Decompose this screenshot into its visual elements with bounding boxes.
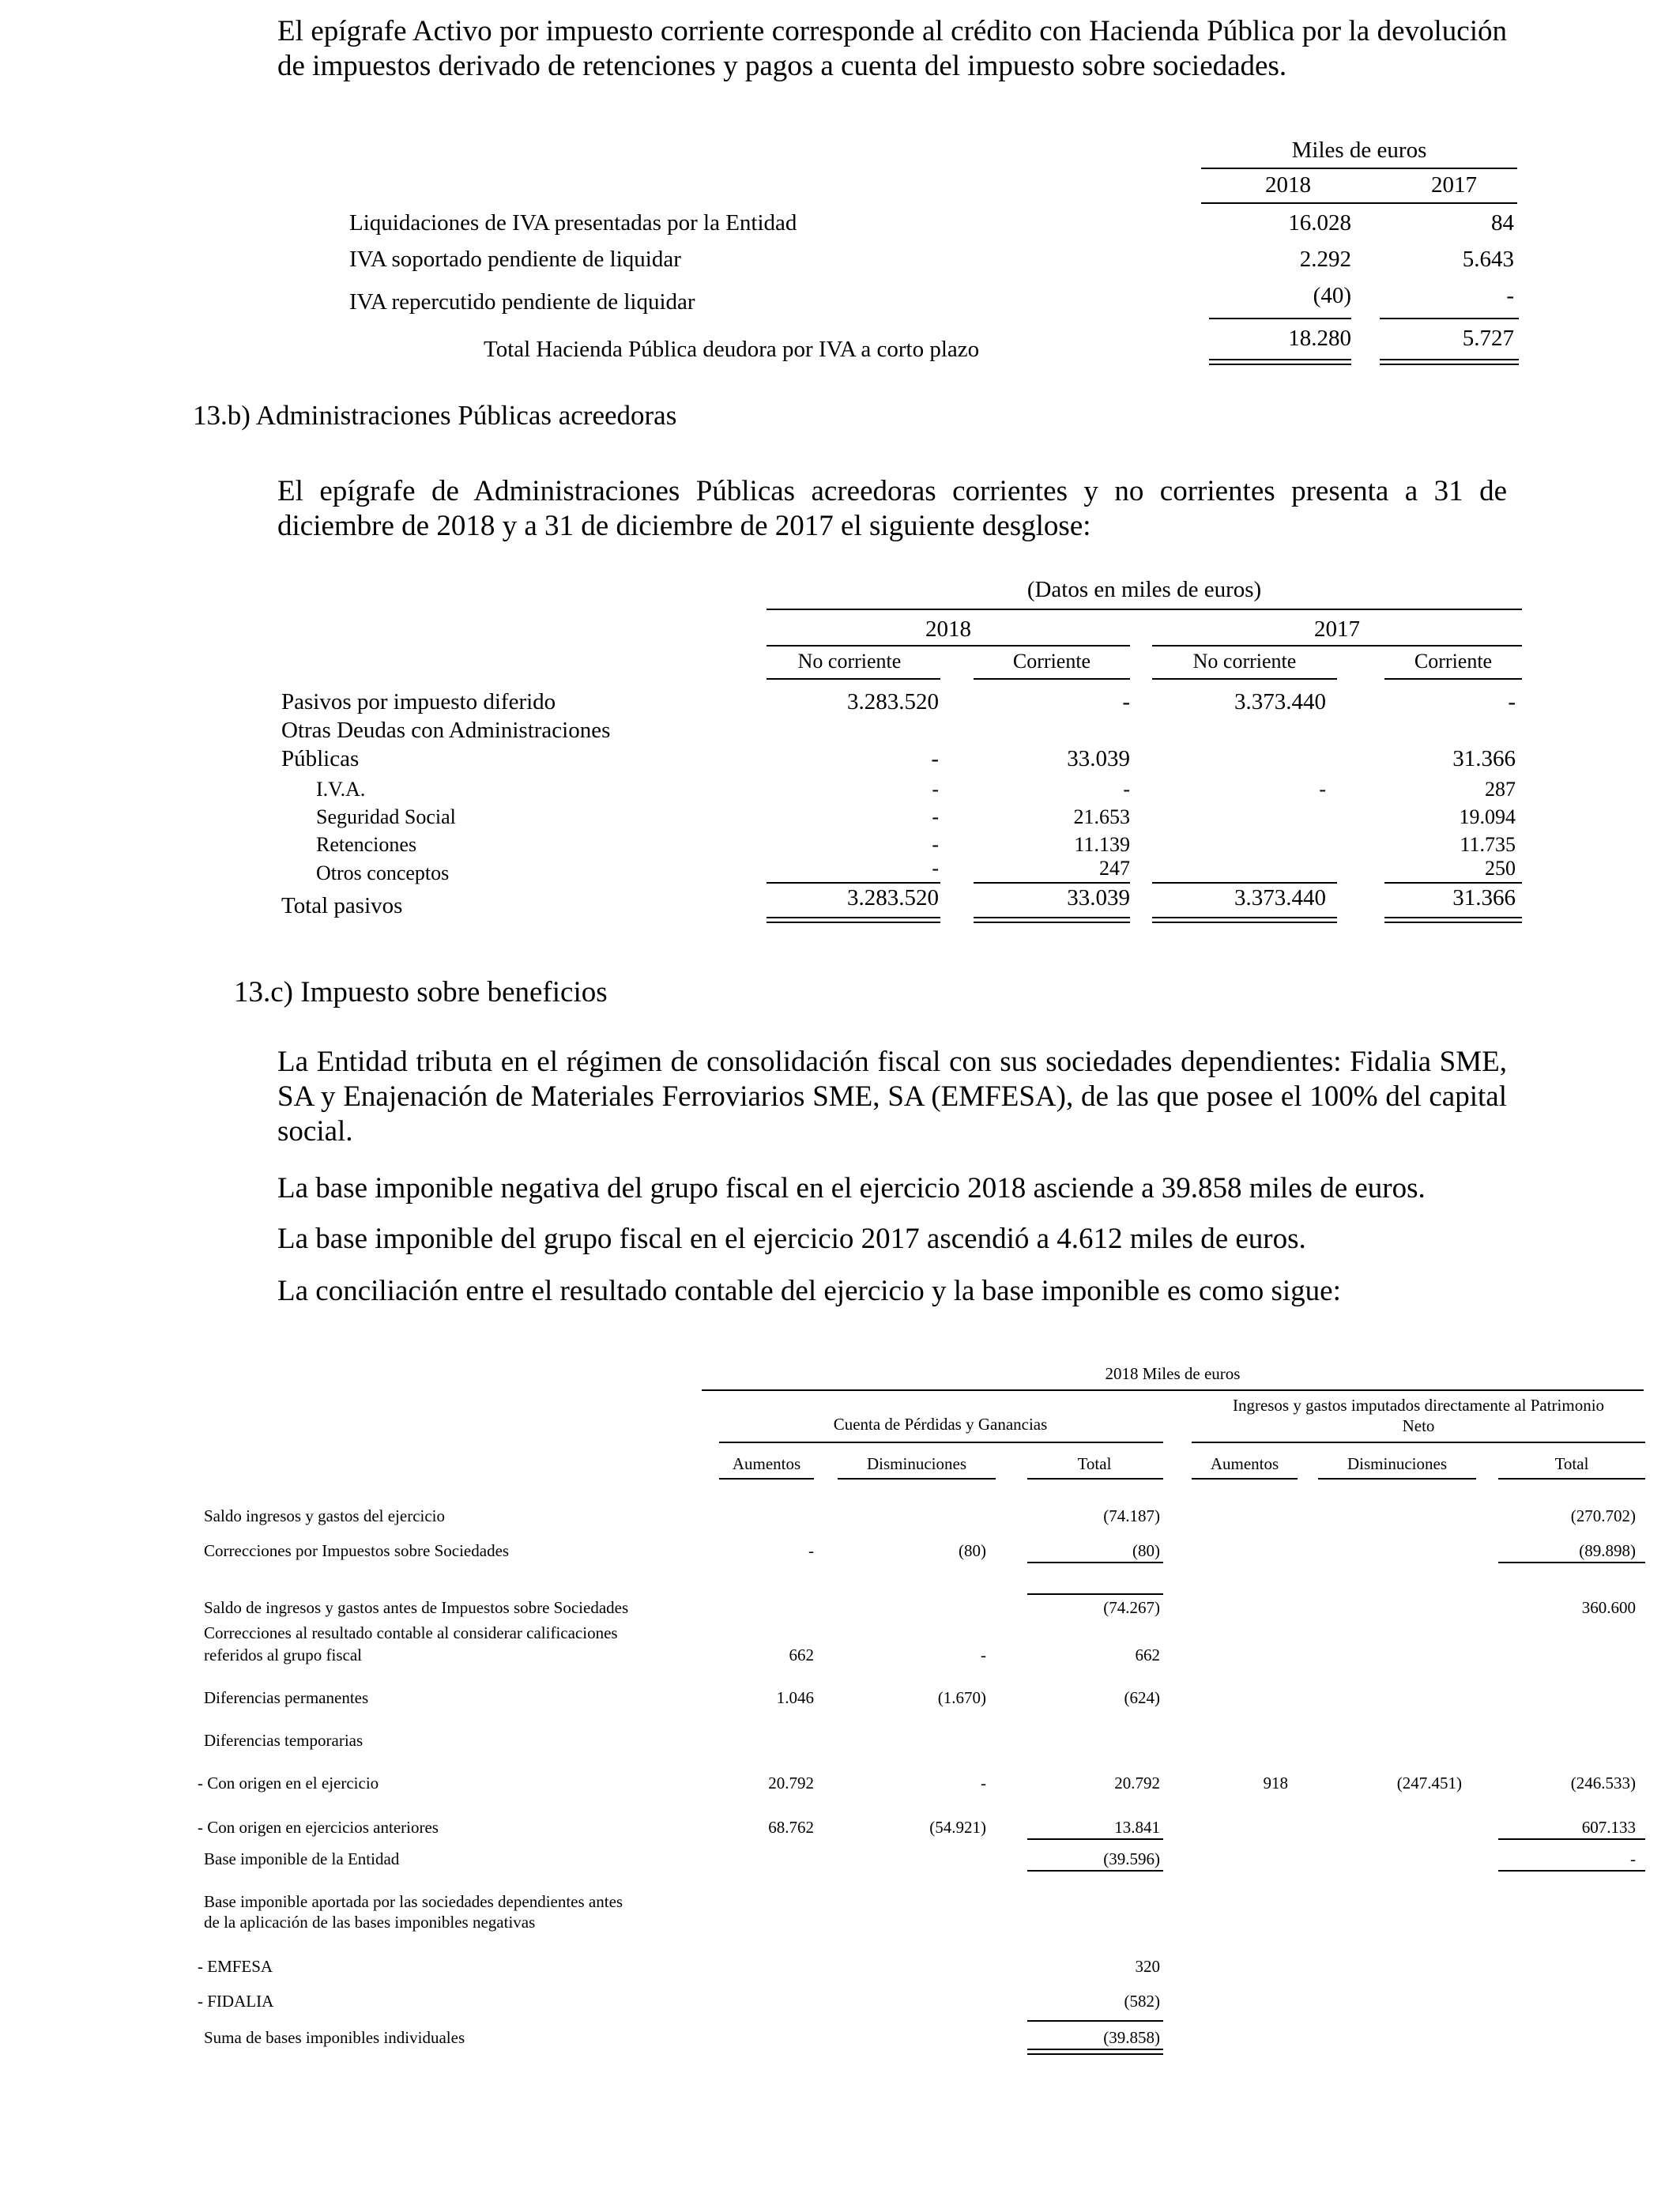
divider bbox=[1152, 678, 1337, 680]
subtotal-line bbox=[1027, 1870, 1163, 1872]
admin-cell: 250 bbox=[1485, 857, 1516, 880]
recon-cell: - bbox=[981, 1774, 986, 1793]
recon-row-label: Correcciones al resultado contable al considerar calificaciones bbox=[204, 1623, 618, 1642]
recon-group-2: Ingresos y gastos imputados directamente al Patrimonio bbox=[1232, 1396, 1605, 1415]
total-double-line bbox=[767, 917, 940, 923]
admin-cell: - bbox=[1508, 689, 1516, 714]
subtotal-line bbox=[1498, 1870, 1645, 1872]
admin-cell: 3.373.440 bbox=[1234, 689, 1326, 714]
admin-cell: 21.653 bbox=[1073, 805, 1130, 828]
recon-col-header: Total bbox=[1077, 1454, 1112, 1473]
subtotal-line bbox=[1209, 318, 1351, 319]
recon-row-label: - Con origen en ejercicios anteriores bbox=[198, 1818, 439, 1837]
recon-cell: (80) bbox=[1132, 1541, 1160, 1560]
subtotal-line bbox=[767, 882, 940, 884]
recon-col-header: Total bbox=[1554, 1454, 1589, 1473]
recon-col-header: Aumentos bbox=[1210, 1454, 1279, 1473]
divider bbox=[719, 1442, 1163, 1443]
admin-cell: 287 bbox=[1485, 778, 1516, 801]
subtotal-line bbox=[1152, 882, 1337, 884]
recon-col-header: Disminuciones bbox=[1347, 1454, 1447, 1473]
recon-cell: (80) bbox=[959, 1541, 986, 1560]
iva-row-label: Liquidaciones de IVA presentadas por la Entidad bbox=[349, 210, 797, 236]
iva-row-label: IVA repercutido pendiente de liquidar bbox=[349, 289, 695, 315]
recon-cell: (247.451) bbox=[1396, 1774, 1462, 1793]
recon-col-header: Aumentos bbox=[732, 1454, 801, 1473]
section-c-paragraph: La base imponible del grupo fiscal en el ejercicio 2017 ascendió a 4.612 miles de euros. bbox=[277, 1223, 1306, 1255]
recon-row-label: Saldo de ingresos y gastos antes de Impuestos sobre Sociedades bbox=[204, 1598, 629, 1617]
recon-row-label: Correcciones por Impuestos sobre Sociedades bbox=[204, 1541, 510, 1560]
admin-cell: - bbox=[1122, 689, 1130, 714]
admin-year-2018: 2018 bbox=[925, 616, 971, 642]
recon-row-label: Base imponible aportada por las sociedades dependientes antes bbox=[204, 1892, 623, 1911]
recon-cell: (89.898) bbox=[1579, 1541, 1636, 1560]
recon-title: 2018 Miles de euros bbox=[1105, 1364, 1241, 1383]
admin-subcol: Corriente bbox=[1012, 650, 1091, 673]
recon-cell: 13.841 bbox=[1114, 1818, 1160, 1837]
recon-cell: - bbox=[981, 1646, 986, 1664]
subtotal-line bbox=[974, 882, 1130, 884]
admin-cell: - bbox=[932, 833, 939, 856]
recon-row-label: - Con origen en el ejercicio bbox=[198, 1774, 379, 1793]
recon-row-label: Diferencias temporarias bbox=[204, 1731, 363, 1750]
recon-cell: (54.921) bbox=[929, 1818, 986, 1837]
section-b-paragraph: El epígrafe de Administraciones Públicas acreedoras corrientes y no corrientes presenta a 31 de diciembre de 2018 y a 31 de diciembre de 2017 el siguiente desglose: bbox=[277, 475, 1507, 542]
recon-row-label: referidos al grupo fiscal bbox=[204, 1646, 363, 1664]
iva-row-value: 5.643 bbox=[1462, 247, 1514, 272]
subtotal-line bbox=[1027, 1838, 1163, 1840]
admin-cell: - bbox=[932, 778, 939, 801]
admin-cell: 31.366 bbox=[1452, 746, 1516, 771]
admin-cell: 247 bbox=[1099, 857, 1130, 880]
admin-row-label: Otras Deudas con Administraciones bbox=[281, 718, 611, 743]
recon-row-label: de la aplicación de las bases imponibles negativas bbox=[204, 1913, 536, 1932]
admin-cell: 11.735 bbox=[1460, 833, 1516, 856]
divider bbox=[838, 1478, 996, 1480]
subtotal-line bbox=[1027, 1593, 1163, 1595]
recon-cell: 360.600 bbox=[1581, 1598, 1636, 1617]
subtotal-line bbox=[1027, 1562, 1163, 1563]
divider bbox=[1027, 1478, 1163, 1480]
recon-group-1: Cuenta de Pérdidas y Ganancias bbox=[833, 1415, 1048, 1434]
admin-cell: 19.094 bbox=[1459, 805, 1516, 828]
recon-cell: (1.670) bbox=[937, 1688, 986, 1707]
admin-cell: - bbox=[1319, 778, 1326, 801]
recon-cell: (74.187) bbox=[1103, 1506, 1160, 1525]
admin-total-cell: 3.373.440 bbox=[1234, 885, 1326, 910]
recon-row-label: Diferencias permanentes bbox=[204, 1688, 369, 1707]
admin-row-label: Seguridad Social bbox=[316, 805, 456, 828]
iva-row-value: 16.028 bbox=[1288, 210, 1351, 236]
recon-cell: 68.762 bbox=[768, 1818, 814, 1837]
admin-unit-header: (Datos en miles de euros) bbox=[1026, 577, 1262, 602]
iva-year-2018: 2018 bbox=[1265, 172, 1311, 198]
iva-total-value: 5.727 bbox=[1462, 326, 1514, 351]
admin-total-cell: 33.039 bbox=[1067, 885, 1130, 910]
admin-cell: - bbox=[1123, 778, 1130, 801]
section-c-paragraph: La Entidad tributa en el régimen de consolidación fiscal con sus sociedades dependientes: Fidalia SME, SA y Enajenación de Materiales Ferroviarios SME, SA (EMFESA), de las que posee el 100% del capital social. bbox=[277, 1046, 1507, 1148]
recon-cell: 662 bbox=[1135, 1646, 1160, 1664]
admin-cell: - bbox=[931, 746, 939, 771]
admin-total-cell: 31.366 bbox=[1452, 885, 1516, 910]
iva-total-label: Total Hacienda Pública deudora por IVA a corto plazo bbox=[484, 337, 980, 362]
recon-cell: (39.858) bbox=[1103, 2028, 1160, 2047]
section-c-heading: 13.c) Impuesto sobre beneficios bbox=[234, 976, 608, 1008]
admin-cell: - bbox=[932, 857, 939, 880]
section-c-paragraph: La base imponible negativa del grupo fiscal en el ejercicio 2018 asciende a 39.858 miles de euros. bbox=[277, 1172, 1426, 1204]
recon-cell: 662 bbox=[789, 1646, 814, 1664]
intro-paragraph: El epígrafe Activo por impuesto corriente corresponde al crédito con Hacienda Pública por la devolución de impuestos derivado de retenciones y pagos a cuenta del impuesto sobre sociedades. bbox=[277, 15, 1507, 82]
recon-cell: (246.533) bbox=[1570, 1774, 1636, 1793]
total-double-line bbox=[1027, 2049, 1163, 2055]
subtotal-line bbox=[1498, 1838, 1645, 1840]
divider bbox=[1192, 1478, 1298, 1480]
divider bbox=[702, 1389, 1644, 1391]
recon-row-label: Suma de bases imponibles individuales bbox=[204, 2028, 465, 2047]
subtotal-line bbox=[1027, 2020, 1163, 2022]
iva-row-value: - bbox=[1506, 283, 1514, 308]
admin-cell: 3.283.520 bbox=[847, 689, 939, 714]
recon-cell: (624) bbox=[1124, 1688, 1160, 1707]
recon-cell: 20.792 bbox=[1114, 1774, 1160, 1793]
admin-cell: 33.039 bbox=[1067, 746, 1130, 771]
total-double-line bbox=[1384, 917, 1522, 923]
divider bbox=[1152, 645, 1522, 647]
admin-row-label: Otros conceptos bbox=[316, 861, 450, 884]
iva-row-label: IVA soportado pendiente de liquidar bbox=[349, 247, 681, 272]
iva-row-value: (40) bbox=[1313, 283, 1351, 308]
recon-row-label: Base imponible de la Entidad bbox=[204, 1849, 400, 1868]
recon-group-2: Neto bbox=[1402, 1416, 1435, 1435]
divider bbox=[767, 609, 1522, 610]
recon-cell: (582) bbox=[1124, 1992, 1160, 2011]
admin-row-label: I.V.A. bbox=[316, 778, 366, 801]
divider bbox=[719, 1478, 814, 1480]
divider bbox=[767, 645, 1130, 647]
admin-year-2017: 2017 bbox=[1314, 616, 1360, 642]
recon-cell: 918 bbox=[1263, 1774, 1288, 1793]
admin-row-label: Públicas bbox=[281, 746, 360, 771]
recon-cell: - bbox=[1630, 1849, 1636, 1868]
admin-cell: - bbox=[932, 805, 939, 828]
recon-row-label: Saldo ingresos y gastos del ejercicio bbox=[204, 1506, 446, 1525]
divider bbox=[767, 678, 940, 680]
recon-cell: 320 bbox=[1135, 1957, 1160, 1976]
recon-cell: - bbox=[808, 1541, 814, 1560]
admin-subcol: No corriente bbox=[797, 650, 902, 673]
divider bbox=[1192, 1442, 1645, 1443]
admin-cell: 11.139 bbox=[1074, 833, 1130, 856]
divider bbox=[1201, 168, 1517, 169]
admin-row-label: Retenciones bbox=[316, 833, 417, 856]
divider bbox=[1384, 678, 1522, 680]
recon-row-label: - FIDALIA bbox=[198, 1992, 274, 2011]
divider bbox=[1201, 202, 1517, 204]
iva-row-value: 84 bbox=[1491, 210, 1514, 236]
admin-row-label: Pasivos por impuesto diferido bbox=[281, 689, 556, 714]
iva-total-value: 18.280 bbox=[1288, 326, 1351, 351]
admin-total-cell: 3.283.520 bbox=[847, 885, 939, 910]
divider bbox=[1318, 1478, 1476, 1480]
admin-subcol: Corriente bbox=[1414, 650, 1493, 673]
recon-cell: 607.133 bbox=[1581, 1818, 1636, 1837]
section-c-paragraph: La conciliación entre el resultado contable del ejercicio y la base imponible es como sigue: bbox=[277, 1275, 1341, 1307]
recon-cell: (74.267) bbox=[1103, 1598, 1160, 1617]
divider bbox=[1498, 1478, 1645, 1480]
iva-year-2017: 2017 bbox=[1431, 172, 1477, 198]
subtotal-line bbox=[1384, 882, 1522, 884]
total-double-line bbox=[1152, 917, 1337, 923]
recon-row-label: - EMFESA bbox=[198, 1957, 273, 1976]
total-double-line bbox=[1380, 359, 1519, 365]
recon-cell: 1.046 bbox=[776, 1688, 814, 1707]
subtotal-line bbox=[1498, 1562, 1645, 1563]
recon-cell: (270.702) bbox=[1570, 1506, 1636, 1525]
subtotal-line bbox=[1380, 318, 1519, 319]
section-b-heading: 13.b) Administraciones Públicas acreedoras bbox=[193, 400, 677, 431]
iva-row-value: 2.292 bbox=[1299, 247, 1351, 272]
recon-cell: 20.792 bbox=[768, 1774, 814, 1793]
total-double-line bbox=[974, 917, 1130, 923]
iva-unit-header: Miles de euros bbox=[1291, 138, 1427, 163]
total-double-line bbox=[1209, 359, 1351, 365]
recon-col-header: Disminuciones bbox=[867, 1454, 966, 1473]
recon-cell: (39.596) bbox=[1103, 1849, 1160, 1868]
divider bbox=[974, 678, 1130, 680]
admin-total-label: Total pasivos bbox=[281, 893, 403, 918]
admin-subcol: No corriente bbox=[1192, 650, 1297, 673]
